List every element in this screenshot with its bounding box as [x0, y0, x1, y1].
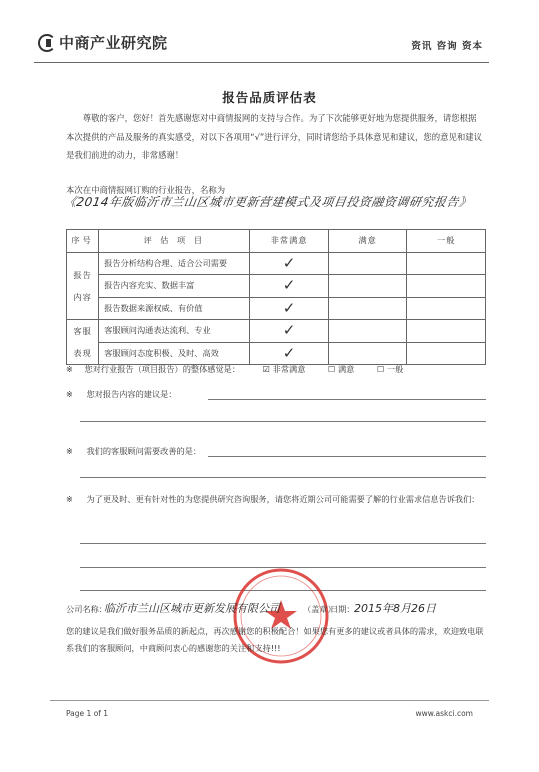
date-handwritten: 2015年8月26日: [354, 602, 436, 615]
option-satisfied[interactable]: [328, 364, 357, 374]
option-label: 非常满意: [272, 364, 306, 374]
page-number: Page 1 of 1: [66, 709, 109, 718]
check-mark-icon: ✓: [282, 343, 296, 362]
asterisk-mark: ※: [66, 494, 73, 504]
group-label-service: [67, 320, 99, 365]
checked-box-icon: ☑: [262, 364, 271, 374]
page-header: [0, 0, 539, 62]
report-name-handwritten: 《2014年版临沂市兰山区城市更新营建模式及项目投资融资调研究报告》: [62, 195, 473, 209]
question-text: 您对报告内容的建议是：: [86, 389, 177, 399]
question-service-improvement: [66, 446, 201, 457]
rating-cell[interactable]: [407, 275, 486, 298]
header-very-satisfied: 非常满意: [250, 230, 329, 253]
option-label: 一般: [386, 364, 404, 374]
rating-cell[interactable]: [407, 342, 486, 365]
intro-paragraph: 尊敬的客户，您好！首先感谢您对中商情报网的支持与合作。为了下次能够更好地为您提供服务，请您根据本次提供的产品及服务的真实感受，对以下各项用“√”进行评分，同时请您给予具体意见和建议，您的意见和建议是我们前进的动力，非常感谢！: [66, 113, 483, 160]
row-item: 客服顾问态度积极、及时、高效: [99, 342, 250, 365]
date-label: 日期：: [330, 604, 355, 614]
logo-icon: [38, 34, 56, 52]
rating-cell[interactable]: [328, 342, 407, 365]
rating-cell[interactable]: [250, 297, 329, 320]
rating-cell[interactable]: [250, 342, 329, 365]
option-very-satisfied[interactable]: [263, 364, 308, 374]
row-item: 报告分析结构合理、适合公司需要: [99, 252, 250, 275]
footer-divider: [50, 700, 489, 701]
rating-cell[interactable]: [407, 252, 486, 275]
asterisk-mark: ※: [66, 364, 73, 374]
table-row: [67, 297, 486, 320]
footer-url[interactable]: www.askci.com: [415, 709, 473, 718]
rating-cell[interactable]: [250, 275, 329, 298]
form-title: 报告品质评估表: [222, 90, 317, 105]
asterisk-mark: ※: [66, 446, 73, 456]
empty-box-icon: ☐: [328, 364, 336, 374]
company-name-handwritten: 临沂市兰山区城市更新发展有限公司: [104, 602, 280, 615]
check-mark-icon: ✓: [282, 321, 296, 340]
rating-cell[interactable]: [328, 320, 407, 343]
table-row: [67, 275, 486, 298]
group-label-report: [67, 252, 99, 320]
empty-box-icon: ☐: [376, 364, 385, 374]
check-mark-icon: ✓: [282, 253, 296, 272]
rating-cell[interactable]: [328, 297, 407, 320]
rating-cell[interactable]: [250, 320, 329, 343]
question-text: 为了更及时、更有针对性的为您提供研究咨询服务，请您将近期公司可能需要了解的行业需求信息告诉我们：: [86, 494, 480, 504]
logo: [38, 32, 168, 53]
header-satisfied: 满意: [328, 230, 407, 253]
company-name-label: 公司名称：: [66, 604, 107, 614]
evaluation-table: [66, 229, 486, 365]
closing-text: 您的建议是我们做好服务品质的新起点，再次感谢您的积极配合！如果您有更多的建议或者具体的需求，欢迎致电联系我们的客服顾问，中商顾问衷心的感谢您的关注和支持!!!: [66, 626, 484, 653]
header-item: 评 估 项 目: [99, 230, 250, 253]
question-content-suggestions: [66, 389, 177, 400]
overall-question: [66, 364, 403, 375]
row-item: 报告数据来源权威、有价值: [99, 297, 250, 320]
group-label-service-text: 客服表现: [73, 326, 92, 358]
answer-line[interactable]: [208, 456, 486, 457]
header-average: 一般: [407, 230, 486, 253]
report-name-label: 本次在中商情报网订购的行业报告，名称为: [66, 185, 226, 195]
answer-line[interactable]: [80, 477, 486, 478]
question-text: 我们的客服顾问需要改善的是：: [86, 446, 202, 456]
overall-question-text: 您对行业报告（项目报告）的整体感觉是：: [84, 364, 241, 374]
seal-label: （盖章）: [303, 604, 336, 614]
check-mark-icon: ✓: [282, 298, 296, 317]
table-header-row: [67, 230, 486, 253]
row-item: 报告内容充实、数据丰富: [99, 275, 250, 298]
rating-cell[interactable]: [328, 275, 407, 298]
answer-line[interactable]: [80, 421, 486, 422]
header-seq: 序号: [67, 230, 99, 253]
header-divider: [34, 62, 489, 63]
question-industry-needs: [66, 491, 486, 508]
rating-cell[interactable]: [328, 252, 407, 275]
row-item: 客服顾问沟通表达流利、专业: [99, 320, 250, 343]
answer-line[interactable]: [208, 399, 486, 400]
table-row: [67, 320, 486, 343]
logo-text: 中商产业研究院: [59, 34, 168, 52]
answer-line[interactable]: [80, 543, 486, 544]
rating-cell[interactable]: [250, 252, 329, 275]
group-label-report-text: 报告内容: [73, 269, 92, 302]
intro-text: [66, 109, 482, 165]
rating-cell[interactable]: [407, 320, 486, 343]
option-average[interactable]: [377, 364, 403, 374]
asterisk-mark: ※: [66, 389, 73, 399]
header-links: 资讯 咨询 资本: [411, 41, 483, 52]
table-row: [67, 342, 486, 365]
check-mark-icon: ✓: [282, 276, 296, 295]
rating-cell[interactable]: [407, 297, 486, 320]
table-row: [67, 252, 486, 275]
option-label: 满意: [337, 364, 355, 374]
